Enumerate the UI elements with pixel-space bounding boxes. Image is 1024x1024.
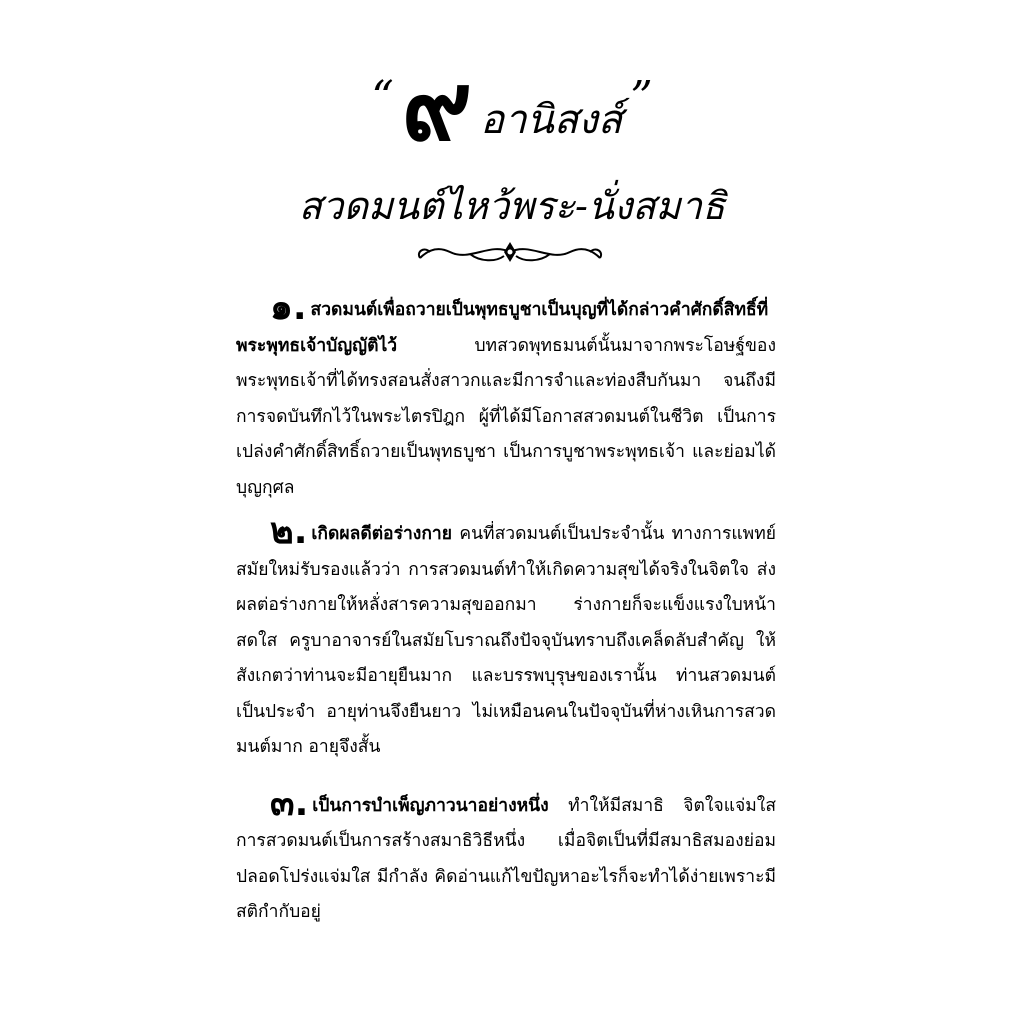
page-title: อานิสงส์ xyxy=(480,97,623,143)
section-1 xyxy=(236,287,776,506)
section-body: บทสวดพุทธมนต์นั้นมาจากพระโอษฐ์ของพระพุทธเจ้าที่ได้ทรงสอนสั่งสาวกและมีการจำและท่องสืบกันมา จนถึงมีการจดบันทึกไว้ในพระไตรปิฎก ผู้ที่ได้มีโอกาสสวดมนต์ในชีวิต เป็นการเปล่งคำศักดิ์สิทธิ์ถวายเป็นพุทธบูชา เป็นการบูชาพระพุทธเจ้า และย่อมได้บุญกุศล xyxy=(236,335,776,498)
title-line xyxy=(0,49,1024,178)
section-body: ทำให้มีสมาธิ จิตใจแจ่มใส การสวดมนต์เป็นการสร้างสมาธิวิธีหนึ่ง เมื่อจิตเป็นที่มีสมาธิสมองย่อมปลอดโปร่งแจ่มใส มีกำลัง คิดอ่านแก้ไขปัญหาอะไรก็จะทำได้ง่ายเพราะมีสติกำกับอยู่ xyxy=(236,795,776,922)
section-heading: เป็นการบำเพ็ญภาวนาอย่างหนึ่ง xyxy=(312,795,549,816)
page-subtitle: สวดมนต์ไหว้พระ-นั่งสมาธิ xyxy=(298,184,726,228)
section-2 xyxy=(236,511,776,766)
section-3 xyxy=(236,782,776,931)
close-quote: ” xyxy=(630,72,653,123)
section-heading: สวดมนต์เพื่อถวายเป็นพุทธบูชาเป็นบุญที่ได้กล่าวคำศักดิ์สิทธิ์ที่พระพุทธเจ้าบัญญัติไว้ xyxy=(236,300,769,356)
flourish-ornament-icon xyxy=(410,232,610,272)
section-number: ๓. xyxy=(270,782,309,824)
section-body: คนที่สวดมนต์เป็นประจำนั้น ทางการแพทย์สมัยใหม่รับรองแล้วว่า การสวดมนต์ทำให้เกิดความสุขได้จริงในจิตใจ ส่งผลต่อร่างกายให้หลั่งสารความสุขออกมา ร่างกายก็จะแข็งแรงใบหน้าสดใส ครูบาอาจารย์ในสมัยโบราณถึงปัจจุบันทราบถึงเคล็ดลับสำคัญ ให้สังเกตว่าท่านจะมีอายุยืนมาก และบรรพบุรุษของเรานั้น ท่านสวดมนต์เป็นประจำ อายุท่านจึงยืนยาว ไม่เหมือนคนในปัจจุบันที่ห่างเหินการสวดมนต์มาก อายุจึงสั้น xyxy=(236,524,776,757)
section-number: ๒. xyxy=(270,511,308,552)
title-numeral: ๙ xyxy=(401,49,473,162)
content-body xyxy=(236,287,776,931)
section-heading: เกิดผลดีต่อร่างกาย xyxy=(311,524,453,544)
section-number: ๑. xyxy=(270,287,307,328)
open-quote: “ xyxy=(371,72,394,123)
